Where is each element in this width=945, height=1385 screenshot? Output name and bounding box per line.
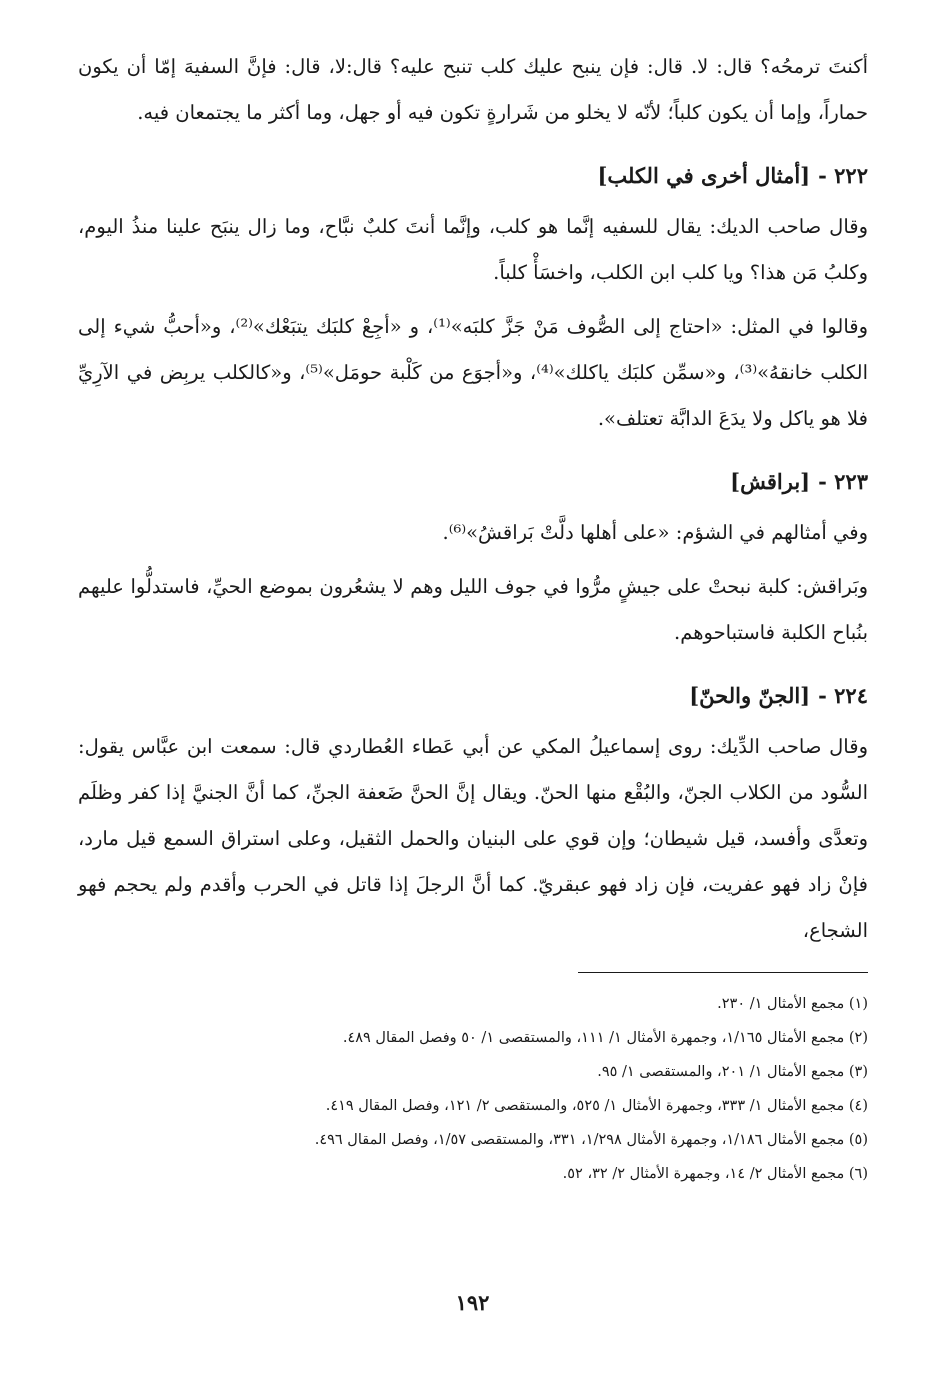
footnote: (٤) مجمع الأمثال ١/ ٣٣٣، وجمهرة الأمثال ١/ ٥٢٥، والمستقصى ٢/ ١٢١، وفصل المقال ٤١٩. [325,1098,868,1114]
body-paragraph: وبَراقش: كلبة نبحتْ على جيشٍ مرُّوا في جوف الليل وهم لا يشعُرون بموضع الحيِّ، فاستدلُّوا عليهم بنُباح الكلبة فاستباحوهم. [78,575,868,644]
body-paragraph: أكنتَ ترمحُه؟ قال: لا. قال: فإن ينبح عليك كلب تنبح عليه؟ قال:لا، قال: فإنَّ السفيهَ إمّا أن يكون حماراً، وإما أن يكون كلباً؛ لأنّه لا يخلو من شَرارةٍ تكون فيه أو جهل، وما أكثر ما يجتمعان فيه. [78,55,868,124]
body-paragraph: وقال صاحب الدِّيك: روى إسماعيلُ المكي عن أبي عَطاء العُطاردي قال: سمعت ابن عبَّاس يقول: السُّود من الكلاب الجنّ، والبُقْع منها الحنّ. ويقال إنَّ الحنَّ ضَعفة الجنِّ، كما أنَّ الجنيَّ إذا كفر وظلَم وتعدَّى وأفسد، قيل شيطان؛ وإن قوي على البنيان والحمل الثقيل، وعلى استراق السمع قيل مارد، فإنْ زاد فهو عفريت، فإن زاد فهو عبقريّ. كما أنَّ الرجلَ إذا قاتل في الحرب وأقدم ولم يحجم فهو الشجاع، [78,735,868,942]
section-heading [78,154,868,198]
section-heading [78,460,868,504]
footnotes [78,987,868,1191]
section-number: ٢٢٣ - [818,469,868,494]
footnote: (١) مجمع الأمثال ١/ ٢٣٠. [717,996,868,1012]
section-title: [أمثال أخرى في الكلب] [597,163,811,188]
body-paragraph: وفي أمثالهم في الشؤم: «على أهلها دلَّتْ بَراقشُ»⁽⁶⁾. [442,521,868,544]
body-paragraph: وقال صاحب الديك: يقال للسفيه إنَّما هو كلب، وإنَّما أنتَ كلبٌ نبَّاح، وما زال ينبَح علينا منذُ اليوم، وكلبُ مَن هذا؟ ويا كلب ابن الكلب، واخسَأْ كلباً. [78,215,868,284]
footnote: (٦) مجمع الأمثال ٢/ ١٤، وجمهرة الأمثال ٢/ ٣٢، ٥٢. [562,1166,868,1182]
section-title: [الجنّ والحنّ] [689,683,811,708]
section-title: [براقش] [730,469,811,494]
page-number: ١٩٢ [455,1290,490,1315]
body-paragraph: وقالوا في المثل: «احتاج إلى الصُّوف مَنْ جَزَّ كلبَه»⁽¹⁾، و «أجِعْ كلبَك يتبَعْك»⁽²⁾، و«أحبُّ شيء إلى الكلب خانقهُ»⁽³⁾، و«سمِّن كلبَك ياكلك»⁽⁴⁾، و«أجوَع من كَلْبة حومَل»⁽⁵⁾، و«كالكلب يربِض في الآرِيِّ فلا هو ياكل ولا يدَعَ الدابَّة تعتلف». [78,315,869,430]
footnote: (٢) مجمع الأمثال ١/١٦٥، وجمهرة الأمثال ١/ ١١١، والمستقصى ١/ ٥٠ وفصل المقال ٤٨٩. [342,1030,868,1046]
book-page [78,44,868,1191]
footnote: (٥) مجمع الأمثال ١/١٨٦، وجمهرة الأمثال ١/٢٩٨، ٣٣١، والمستقصى ١/٥٧، وفصل المقال ٤٩٦. [314,1132,868,1148]
footnote: (٣) مجمع الأمثال ١/ ٢٠١، والمستقصى ١/ ٩٥. [597,1064,868,1080]
section-number: ٢٢٤ - [818,683,868,708]
section-heading [78,674,868,718]
footnote-separator [578,972,868,973]
section-number: ٢٢٢ - [818,163,868,188]
